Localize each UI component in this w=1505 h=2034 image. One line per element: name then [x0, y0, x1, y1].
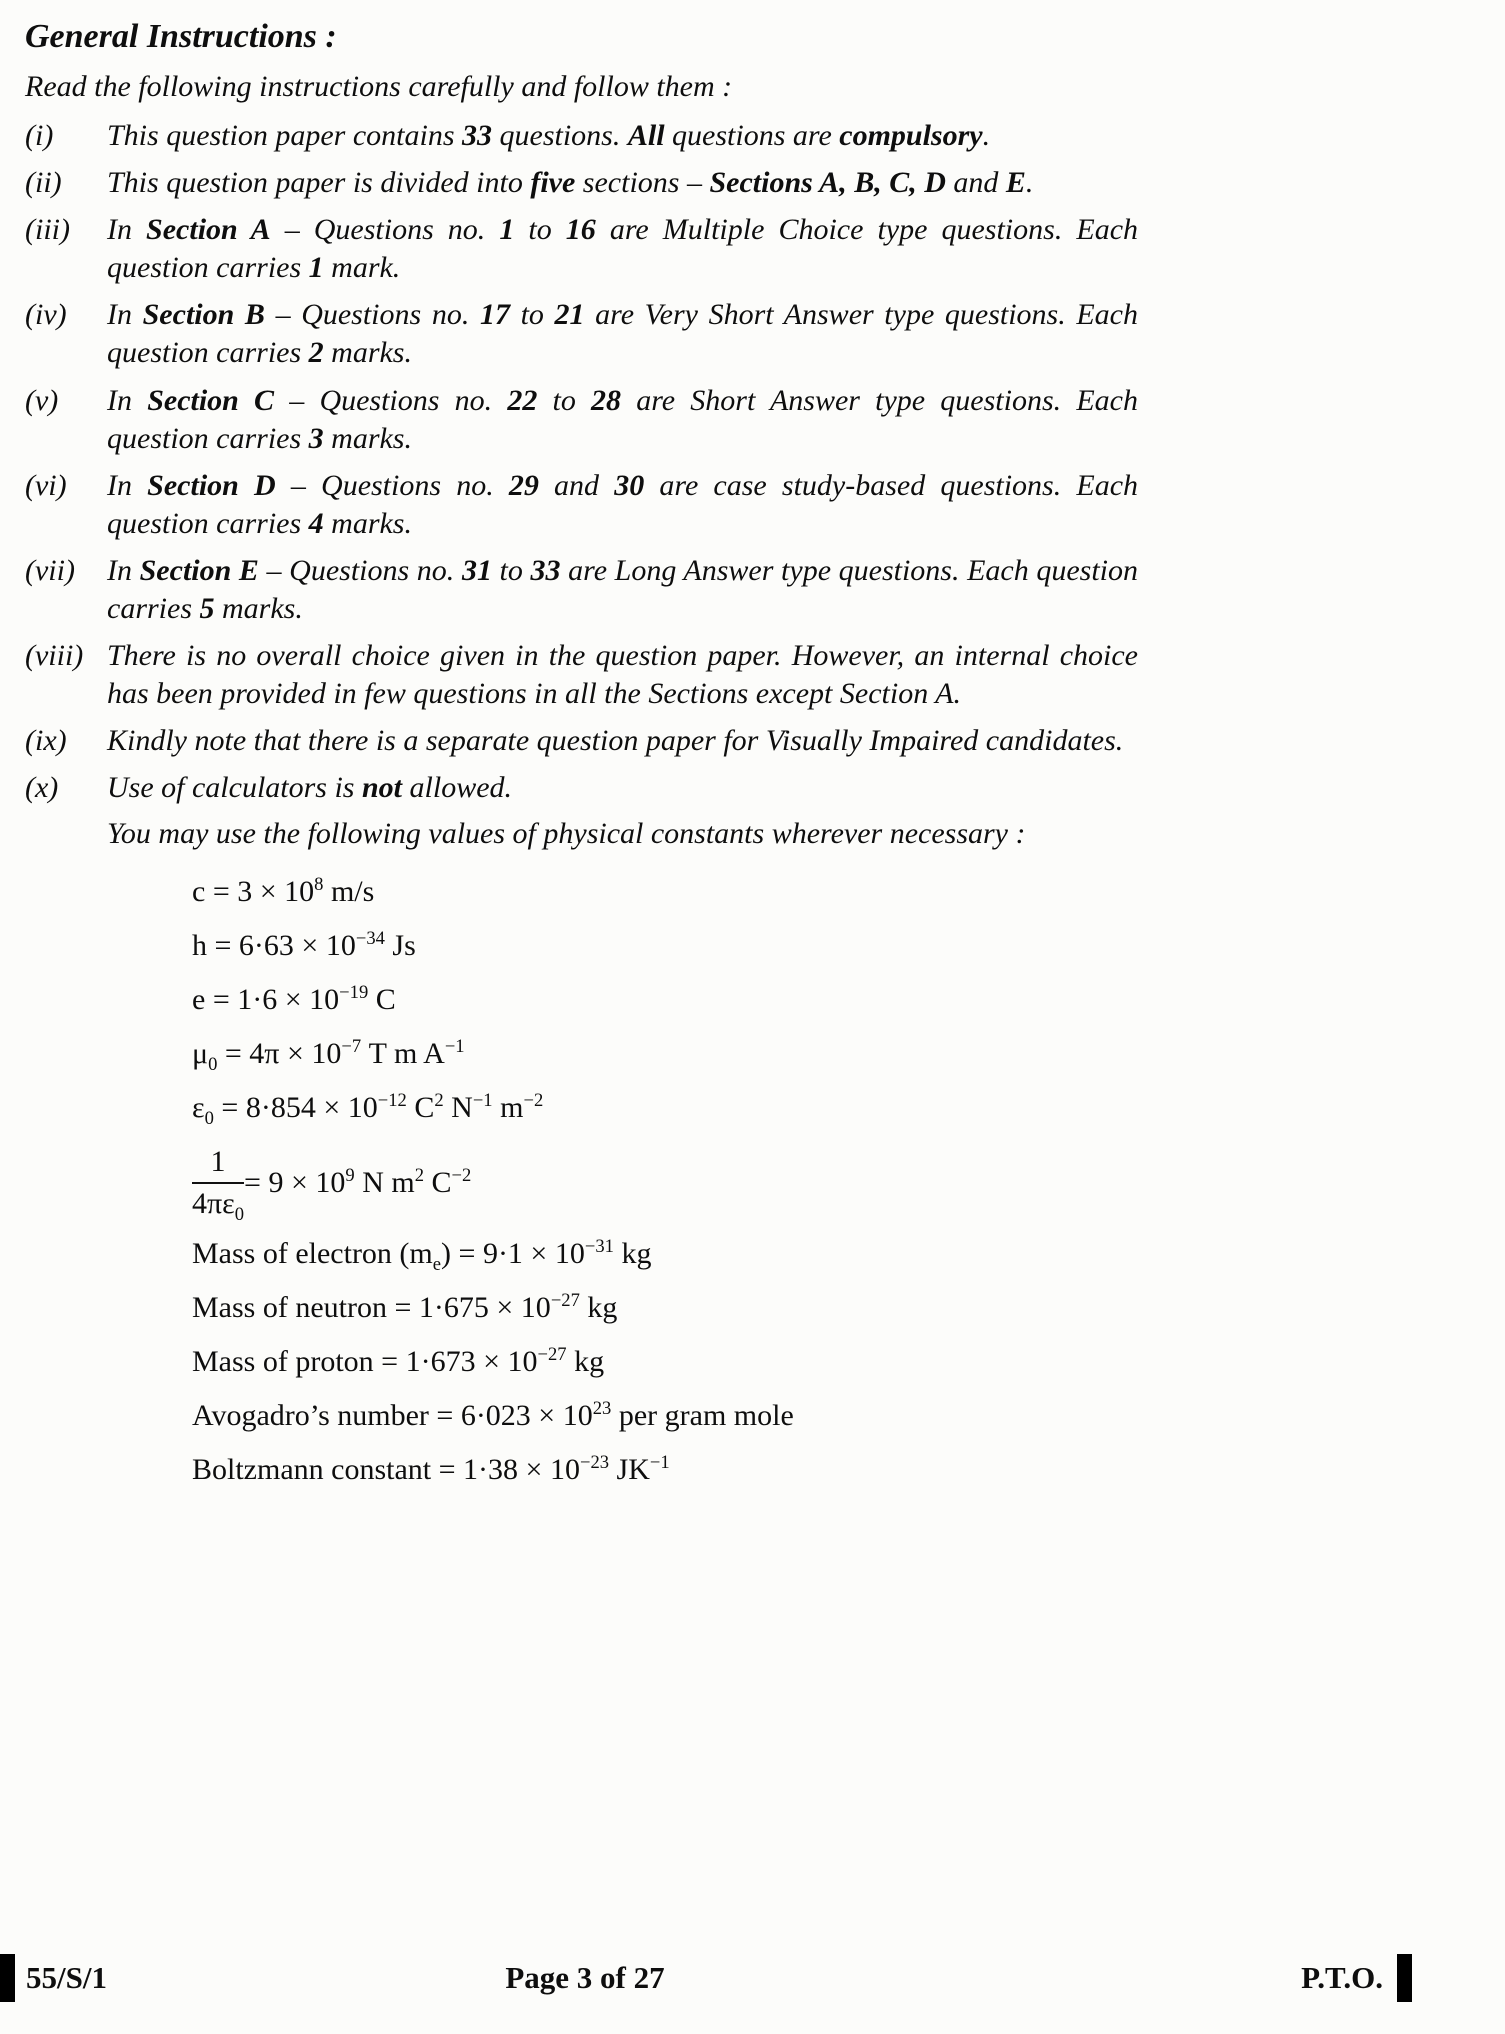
instruction-number: (vi)	[25, 468, 67, 502]
instruction-number: (x)	[25, 771, 59, 805]
fraction-numerator: 1	[192, 1145, 244, 1184]
instruction-text: There is no overall choice given in the question paper. However, an internal choice has been provided in few questions in all the Sections except Section A.	[107, 639, 1138, 711]
fraction	[192, 1144, 245, 1225]
instruction-number: (ii)	[25, 166, 62, 200]
pto-label: P.T.O.	[1301, 1960, 1383, 1995]
constant-fraction	[192, 1144, 1138, 1225]
instruction-number: (vii)	[25, 553, 75, 587]
constant-line: $h = 6\cdot 63 \times 10^{-34}$ Js	[192, 927, 416, 962]
page-footer	[0, 1952, 1505, 2014]
page-content	[25, 18, 1138, 1507]
page-number: Page 3 of 27	[505, 1960, 665, 1995]
constants-list	[192, 875, 1138, 1487]
instruction-item	[25, 637, 1138, 713]
constant-line: $e = 1\cdot 6 \times 10^{-19}$ C	[192, 981, 396, 1016]
constant-line: Boltzmann constant = $1\cdot 38 \times 10^{-23}$ $JK^{-1}$	[192, 1451, 670, 1486]
fraction-denominator: $4\pi\varepsilon_0$	[192, 1186, 245, 1225]
instruction-text: Use of calculators is not allowed.	[107, 771, 513, 805]
instruction-text: This question paper contains 33 questions. All questions are compulsory.	[107, 119, 991, 152]
instruction-item	[25, 211, 1138, 287]
instructions-list	[25, 117, 1138, 808]
footer-left-bar	[0, 1954, 15, 2002]
paper-code: 55/S/1	[26, 1960, 107, 1995]
instruction-item	[25, 164, 1138, 202]
constant-text: = $9 \times 10^9$ N $m^2$ $C^{-2}$	[244, 1164, 472, 1199]
page-title: General Instructions :	[25, 18, 337, 55]
constant-line: $\mu_0 = 4\pi \times 10^{-7}$ T m $A^{-1}$	[192, 1035, 465, 1075]
instruction-text: In Section B – Questions no. 17 to 21 are Very Short Answer type questions. Each question carries 2 marks.	[107, 298, 1138, 370]
constants-intro: You may use the following values of physical constants wherever necessary :	[107, 816, 1026, 850]
constant-line: $\varepsilon_0 = 8\cdot 854 \times 10^{-12}$ $C^2$ $N^{-1}$ $m^{-2}$	[192, 1089, 544, 1129]
instruction-item	[25, 722, 1138, 760]
instruction-number: (viii)	[25, 639, 84, 673]
instruction-item	[25, 769, 1138, 807]
instruction-item	[25, 382, 1138, 458]
instruction-number: (v)	[25, 383, 59, 417]
footer-right-bar	[1397, 1954, 1412, 2002]
constant-line: Mass of proton = $1\cdot 673 \times 10^{-27}$ kg	[192, 1343, 605, 1378]
instruction-number: (ix)	[25, 724, 67, 758]
instruction-text: This question paper is divided into five sections – Sections A, B, C, D and E.	[107, 166, 1034, 200]
instruction-number: (i)	[25, 119, 54, 152]
constant-line: Mass of neutron = $1\cdot 675 \times 10^{-27}$ kg	[192, 1289, 618, 1324]
instruction-number: (iv)	[25, 298, 67, 332]
constant-line: Mass of electron $(m_e) = 9\cdot 1 \times 10^{-31}$ kg	[192, 1235, 652, 1275]
instruction-item	[25, 467, 1138, 543]
instruction-text: In Section C – Questions no. 22 to 28 are Short Answer type questions. Each question carries 3 marks.	[107, 383, 1138, 455]
intro-line: Read the following instructions carefully and follow them :	[25, 70, 733, 103]
constant-line: Avogadro’s number = $6\cdot 023 \times 10^{23}$ per gram mole	[192, 1397, 794, 1432]
instruction-item	[25, 296, 1138, 372]
instruction-number: (iii)	[25, 213, 70, 247]
instruction-text: In Section A – Questions no. 1 to 16 are Multiple Choice type questions. Each question carries 1 mark.	[107, 213, 1139, 285]
constant-line: $c = 3 \times 10^8$ m/s	[192, 873, 375, 908]
instruction-text: In Section E – Questions no. 31 to 33 are Long Answer type questions. Each question carries 5 marks.	[107, 553, 1139, 626]
instruction-item	[25, 552, 1138, 628]
instruction-item	[25, 117, 1138, 155]
instruction-text: In Section D – Questions no. 29 and 30 are case study-based questions. Each question carries 4 marks.	[107, 468, 1139, 540]
instruction-text: Kindly note that there is a separate question paper for Visually Impaired candidates.	[107, 724, 1124, 758]
